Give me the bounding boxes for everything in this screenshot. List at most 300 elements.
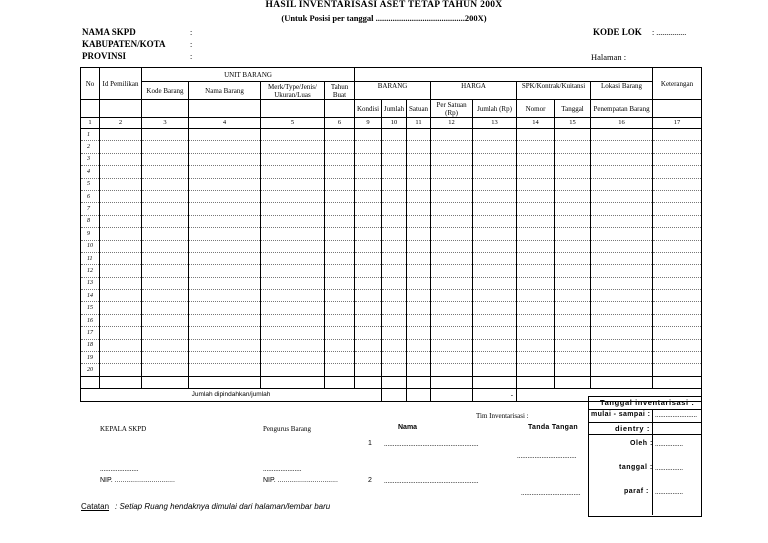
table-cell[interactable] — [100, 339, 142, 351]
label-provinsi: PROVINSI — [82, 51, 127, 61]
table-cell[interactable] — [261, 215, 325, 227]
table-cell[interactable] — [653, 178, 702, 190]
table-cell[interactable] — [142, 178, 189, 190]
table-cell[interactable] — [142, 240, 189, 252]
table-cell[interactable] — [142, 190, 189, 202]
table-cell[interactable] — [407, 178, 431, 190]
table-cell[interactable] — [189, 290, 261, 302]
table-cell[interactable] — [517, 129, 555, 141]
table-cell[interactable] — [189, 178, 261, 190]
table-cell[interactable] — [407, 339, 431, 351]
header-no-cont — [81, 100, 100, 118]
table-cell[interactable] — [431, 215, 473, 227]
table-cell[interactable] — [431, 153, 473, 165]
table-cell[interactable] — [431, 240, 473, 252]
table-cell[interactable] — [325, 153, 355, 165]
table-cell[interactable] — [407, 215, 431, 227]
table-cell[interactable] — [517, 252, 555, 264]
table-cell[interactable] — [100, 228, 142, 240]
table-cell[interactable] — [325, 314, 355, 326]
label-mulai-sampai: mulai - sampai : — [591, 411, 651, 418]
table-cell[interactable] — [189, 352, 261, 364]
table-cell[interactable] — [555, 240, 591, 252]
table-cell[interactable] — [325, 327, 355, 339]
table-cell[interactable] — [355, 352, 382, 364]
table-cell[interactable] — [142, 277, 189, 289]
table-cell[interactable] — [407, 203, 431, 215]
table-cell[interactable] — [591, 203, 653, 215]
table-cell[interactable] — [431, 302, 473, 314]
table-cell[interactable] — [431, 290, 473, 302]
table-cell[interactable] — [325, 265, 355, 277]
table-cell[interactable] — [100, 327, 142, 339]
column-number-cell: 13 — [473, 118, 517, 129]
table-cell[interactable] — [189, 277, 261, 289]
table-cell[interactable] — [261, 265, 325, 277]
table-cell[interactable] — [100, 129, 142, 141]
table-cell[interactable] — [382, 153, 407, 165]
table-cell[interactable] — [355, 240, 382, 252]
table-cell[interactable] — [473, 265, 517, 277]
inventory-box-line2 — [588, 422, 701, 423]
table-cell[interactable] — [355, 141, 382, 153]
table-cell[interactable] — [431, 265, 473, 277]
table-cell[interactable] — [473, 277, 517, 289]
table-cell[interactable] — [591, 314, 653, 326]
table-cell[interactable] — [653, 339, 702, 351]
table-cell[interactable] — [382, 290, 407, 302]
table-cell[interactable] — [142, 265, 189, 277]
table-cell[interactable] — [591, 166, 653, 178]
table-cell[interactable] — [355, 327, 382, 339]
table-cell[interactable] — [517, 277, 555, 289]
table-cell[interactable] — [142, 252, 189, 264]
table-cell[interactable] — [382, 228, 407, 240]
table-cell[interactable] — [355, 252, 382, 264]
table-cell[interactable] — [100, 153, 142, 165]
table-cell[interactable] — [517, 290, 555, 302]
table-cell[interactable] — [355, 129, 382, 141]
table-cell[interactable] — [142, 327, 189, 339]
table-cell[interactable] — [591, 153, 653, 165]
table-cell[interactable] — [431, 141, 473, 153]
table-cell[interactable] — [407, 240, 431, 252]
table-cell[interactable] — [555, 215, 591, 227]
table-cell[interactable] — [100, 314, 142, 326]
table-cell[interactable] — [591, 178, 653, 190]
table-cell[interactable] — [261, 339, 325, 351]
table-cell[interactable] — [355, 302, 382, 314]
table-cell[interactable] — [355, 364, 382, 376]
table-cell[interactable] — [555, 166, 591, 178]
table-cell[interactable] — [355, 190, 382, 202]
table-cell[interactable] — [189, 228, 261, 240]
table-cell[interactable] — [431, 190, 473, 202]
table-cell[interactable] — [473, 302, 517, 314]
table-cell[interactable] — [382, 178, 407, 190]
table-cell[interactable] — [355, 166, 382, 178]
table-cell[interactable] — [261, 141, 325, 153]
column-number-cell: 2 — [100, 118, 142, 129]
table-cell[interactable] — [591, 215, 653, 227]
table-cell[interactable] — [382, 327, 407, 339]
table-cell[interactable] — [261, 352, 325, 364]
table-cell[interactable] — [355, 339, 382, 351]
table-cell[interactable] — [100, 166, 142, 178]
table-cell[interactable] — [325, 228, 355, 240]
label-kode-lok: KODE LOK — [593, 27, 642, 37]
table-cell[interactable] — [142, 228, 189, 240]
table-cell[interactable] — [431, 203, 473, 215]
table-cell[interactable] — [431, 339, 473, 351]
table-cell[interactable] — [261, 302, 325, 314]
table-cell[interactable] — [261, 166, 325, 178]
table-cell[interactable] — [100, 290, 142, 302]
table-cell[interactable] — [261, 277, 325, 289]
table-cell[interactable] — [100, 252, 142, 264]
table-cell[interactable] — [407, 153, 431, 165]
table-cell[interactable] — [355, 215, 382, 227]
table-cell[interactable] — [591, 339, 653, 351]
table-cell[interactable] — [653, 252, 702, 264]
table-cell[interactable] — [407, 290, 431, 302]
table-cell[interactable] — [100, 352, 142, 364]
table-cell[interactable] — [555, 327, 591, 339]
table-cell[interactable] — [473, 190, 517, 202]
table-cell[interactable] — [407, 190, 431, 202]
table-cell[interactable] — [407, 252, 431, 264]
table-cell[interactable] — [355, 178, 382, 190]
table-cell[interactable] — [591, 228, 653, 240]
table-cell[interactable] — [431, 129, 473, 141]
table-cell[interactable] — [142, 314, 189, 326]
table-cell[interactable] — [407, 141, 431, 153]
table-cell[interactable] — [189, 314, 261, 326]
table-cell[interactable] — [473, 178, 517, 190]
table-cell[interactable] — [325, 240, 355, 252]
table-cell[interactable] — [261, 364, 325, 376]
table-cell[interactable] — [517, 339, 555, 351]
table-cell[interactable] — [142, 129, 189, 141]
header-no: No — [81, 68, 100, 100]
table-cell[interactable] — [431, 252, 473, 264]
table-cell[interactable] — [555, 252, 591, 264]
table-cell[interactable] — [591, 327, 653, 339]
table-cell[interactable] — [189, 166, 261, 178]
table-cell[interactable] — [473, 252, 517, 264]
table-cell[interactable] — [517, 302, 555, 314]
table-cell[interactable] — [407, 327, 431, 339]
table-cell[interactable] — [555, 265, 591, 277]
table-cell[interactable] — [555, 153, 591, 165]
table-cell[interactable] — [325, 190, 355, 202]
table-cell[interactable] — [261, 153, 325, 165]
table-cell[interactable] — [142, 302, 189, 314]
table-cell[interactable] — [382, 252, 407, 264]
table-cell[interactable] — [653, 153, 702, 165]
table-cell[interactable] — [189, 141, 261, 153]
table-cell[interactable] — [473, 228, 517, 240]
table-cell[interactable] — [382, 364, 407, 376]
table-cell[interactable] — [653, 203, 702, 215]
table-cell[interactable] — [473, 141, 517, 153]
table-cell[interactable] — [555, 352, 591, 364]
table-cell[interactable] — [653, 277, 702, 289]
table-cell[interactable] — [189, 190, 261, 202]
table-cell[interactable] — [382, 141, 407, 153]
table-cell[interactable] — [189, 364, 261, 376]
table-cell[interactable] — [382, 129, 407, 141]
table-cell[interactable] — [382, 265, 407, 277]
table-cell[interactable] — [325, 339, 355, 351]
table-cell[interactable] — [100, 265, 142, 277]
table-cell[interactable] — [473, 314, 517, 326]
table-cell[interactable] — [261, 190, 325, 202]
table-cell[interactable] — [591, 240, 653, 252]
table-cell[interactable] — [555, 364, 591, 376]
table-cell[interactable] — [100, 178, 142, 190]
table-cell[interactable] — [517, 228, 555, 240]
table-cell[interactable] — [355, 277, 382, 289]
table-cell[interactable] — [100, 203, 142, 215]
table-cell[interactable] — [517, 203, 555, 215]
table-cell[interactable] — [653, 129, 702, 141]
table-cell[interactable] — [382, 339, 407, 351]
table-cell[interactable] — [325, 252, 355, 264]
table-cell[interactable] — [555, 129, 591, 141]
table-cell[interactable] — [653, 290, 702, 302]
table-cell[interactable] — [142, 290, 189, 302]
table-cell[interactable] — [189, 252, 261, 264]
table-cell[interactable] — [591, 141, 653, 153]
table-cell[interactable] — [189, 327, 261, 339]
table-cell[interactable] — [407, 364, 431, 376]
table-cell[interactable] — [473, 153, 517, 165]
table-cell[interactable] — [555, 203, 591, 215]
table-cell[interactable] — [473, 203, 517, 215]
table-cell[interactable] — [407, 129, 431, 141]
table-cell[interactable] — [473, 327, 517, 339]
row-number: 3 — [81, 153, 100, 165]
table-cell[interactable] — [325, 215, 355, 227]
paraf-dots: ................ — [655, 488, 683, 496]
table-cell[interactable] — [355, 228, 382, 240]
table-cell[interactable] — [142, 215, 189, 227]
table-cell[interactable] — [189, 215, 261, 227]
table-cell[interactable] — [382, 314, 407, 326]
table-cell[interactable] — [189, 302, 261, 314]
table-cell[interactable] — [142, 141, 189, 153]
pengurus-nip: NIP. ............................... — [263, 477, 338, 484]
table-cell[interactable] — [325, 302, 355, 314]
table-cell[interactable] — [653, 141, 702, 153]
header-tanggal: Tanggal — [555, 100, 591, 118]
table-cell[interactable] — [407, 352, 431, 364]
row-number: 18 — [81, 339, 100, 351]
table-cell[interactable] — [555, 178, 591, 190]
table-cell[interactable] — [473, 166, 517, 178]
table-cell[interactable] — [407, 314, 431, 326]
table-cell[interactable] — [261, 240, 325, 252]
table-cell[interactable] — [517, 215, 555, 227]
table-cell[interactable] — [142, 339, 189, 351]
total-jumlah — [382, 388, 407, 401]
table-cell[interactable] — [653, 302, 702, 314]
table-cell[interactable] — [555, 314, 591, 326]
table-cell[interactable] — [407, 277, 431, 289]
table-cell[interactable] — [355, 265, 382, 277]
table-cell[interactable] — [555, 290, 591, 302]
table-cell[interactable] — [555, 302, 591, 314]
table-cell[interactable] — [431, 352, 473, 364]
table-cell[interactable] — [517, 240, 555, 252]
table-cell[interactable] — [407, 166, 431, 178]
table-cell[interactable] — [473, 240, 517, 252]
table-cell[interactable] — [382, 277, 407, 289]
table-cell[interactable] — [653, 166, 702, 178]
table-cell[interactable] — [591, 265, 653, 277]
table-cell[interactable] — [355, 290, 382, 302]
table-cell[interactable] — [517, 265, 555, 277]
table-cell[interactable] — [653, 364, 702, 376]
table-cell[interactable] — [653, 190, 702, 202]
table-cell[interactable] — [517, 327, 555, 339]
table-cell[interactable] — [100, 364, 142, 376]
table-cell[interactable] — [325, 178, 355, 190]
label-oleh: Oleh : — [630, 440, 653, 447]
table-cell[interactable] — [261, 203, 325, 215]
table-cell[interactable] — [382, 215, 407, 227]
table-cell[interactable] — [407, 228, 431, 240]
table-cell[interactable] — [653, 314, 702, 326]
table-cell[interactable] — [555, 141, 591, 153]
table-cell[interactable] — [591, 352, 653, 364]
table-cell[interactable] — [555, 228, 591, 240]
table-cell[interactable] — [473, 364, 517, 376]
table-cell[interactable] — [261, 314, 325, 326]
table-cell[interactable] — [325, 203, 355, 215]
table-cell[interactable] — [382, 352, 407, 364]
table-cell[interactable] — [261, 252, 325, 264]
table-cell[interactable] — [431, 277, 473, 289]
table-cell[interactable] — [431, 364, 473, 376]
table-cell[interactable] — [591, 129, 653, 141]
table-cell[interactable] — [142, 203, 189, 215]
table-cell[interactable] — [473, 215, 517, 227]
table-cell[interactable] — [189, 339, 261, 351]
table-cell[interactable] — [517, 178, 555, 190]
table-cell[interactable] — [517, 352, 555, 364]
table-cell[interactable] — [431, 178, 473, 190]
table-cell[interactable] — [407, 265, 431, 277]
table-cell[interactable] — [517, 190, 555, 202]
table-cell[interactable] — [473, 352, 517, 364]
row-number: 8 — [81, 215, 100, 227]
table-cell[interactable] — [591, 302, 653, 314]
header-barang: BARANG — [355, 82, 431, 100]
table-cell[interactable] — [100, 302, 142, 314]
table-cell[interactable] — [325, 166, 355, 178]
table-cell[interactable] — [100, 240, 142, 252]
table-cell[interactable] — [189, 265, 261, 277]
table-cell[interactable] — [382, 190, 407, 202]
table-cell[interactable] — [382, 166, 407, 178]
table-cell[interactable] — [473, 339, 517, 351]
table-cell[interactable] — [325, 364, 355, 376]
header-merk-cont — [261, 100, 325, 118]
table-cell[interactable] — [653, 228, 702, 240]
table-cell[interactable] — [189, 203, 261, 215]
table-cell[interactable] — [189, 129, 261, 141]
table-cell[interactable] — [382, 302, 407, 314]
table-cell[interactable] — [473, 129, 517, 141]
table-cell[interactable] — [261, 178, 325, 190]
table-cell[interactable] — [473, 290, 517, 302]
table-cell[interactable] — [355, 314, 382, 326]
table-cell[interactable] — [653, 327, 702, 339]
table-cell[interactable] — [100, 141, 142, 153]
table-cell[interactable] — [653, 352, 702, 364]
table-cell[interactable] — [100, 215, 142, 227]
table-cell[interactable] — [261, 129, 325, 141]
table-cell[interactable] — [517, 153, 555, 165]
table-cell[interactable] — [189, 153, 261, 165]
table-cell[interactable] — [189, 240, 261, 252]
table-cell[interactable] — [431, 314, 473, 326]
table-cell[interactable] — [517, 141, 555, 153]
table-cell[interactable] — [653, 240, 702, 252]
table-cell[interactable] — [591, 290, 653, 302]
table-cell[interactable] — [517, 314, 555, 326]
table-cell[interactable] — [382, 203, 407, 215]
table-cell[interactable] — [355, 203, 382, 215]
table-cell[interactable] — [261, 327, 325, 339]
table-cell[interactable] — [431, 228, 473, 240]
table-cell[interactable] — [591, 190, 653, 202]
row-number: 5 — [81, 178, 100, 190]
table-cell[interactable] — [325, 141, 355, 153]
table-cell[interactable] — [100, 277, 142, 289]
table-cell[interactable] — [325, 129, 355, 141]
table-cell[interactable] — [431, 166, 473, 178]
table-cell[interactable] — [591, 277, 653, 289]
table-cell[interactable] — [431, 327, 473, 339]
table-cell[interactable] — [653, 265, 702, 277]
table-cell[interactable] — [325, 290, 355, 302]
table-cell[interactable] — [382, 240, 407, 252]
table-cell[interactable] — [325, 352, 355, 364]
table-cell[interactable] — [653, 215, 702, 227]
table-cell[interactable] — [517, 364, 555, 376]
table-cell[interactable] — [555, 190, 591, 202]
table-cell[interactable] — [555, 339, 591, 351]
table-cell[interactable] — [325, 277, 355, 289]
table-cell[interactable] — [261, 290, 325, 302]
row-number: 4 — [81, 166, 100, 178]
table-cell[interactable] — [142, 364, 189, 376]
table-cell[interactable] — [142, 153, 189, 165]
table-cell[interactable] — [591, 252, 653, 264]
table-cell[interactable] — [517, 166, 555, 178]
table-cell[interactable] — [591, 364, 653, 376]
table-cell[interactable] — [407, 302, 431, 314]
table-cell[interactable] — [142, 166, 189, 178]
table-cell[interactable] — [261, 228, 325, 240]
table-cell[interactable] — [555, 277, 591, 289]
table-cell[interactable] — [355, 153, 382, 165]
table-cell[interactable] — [100, 190, 142, 202]
table-cell[interactable] — [142, 352, 189, 364]
